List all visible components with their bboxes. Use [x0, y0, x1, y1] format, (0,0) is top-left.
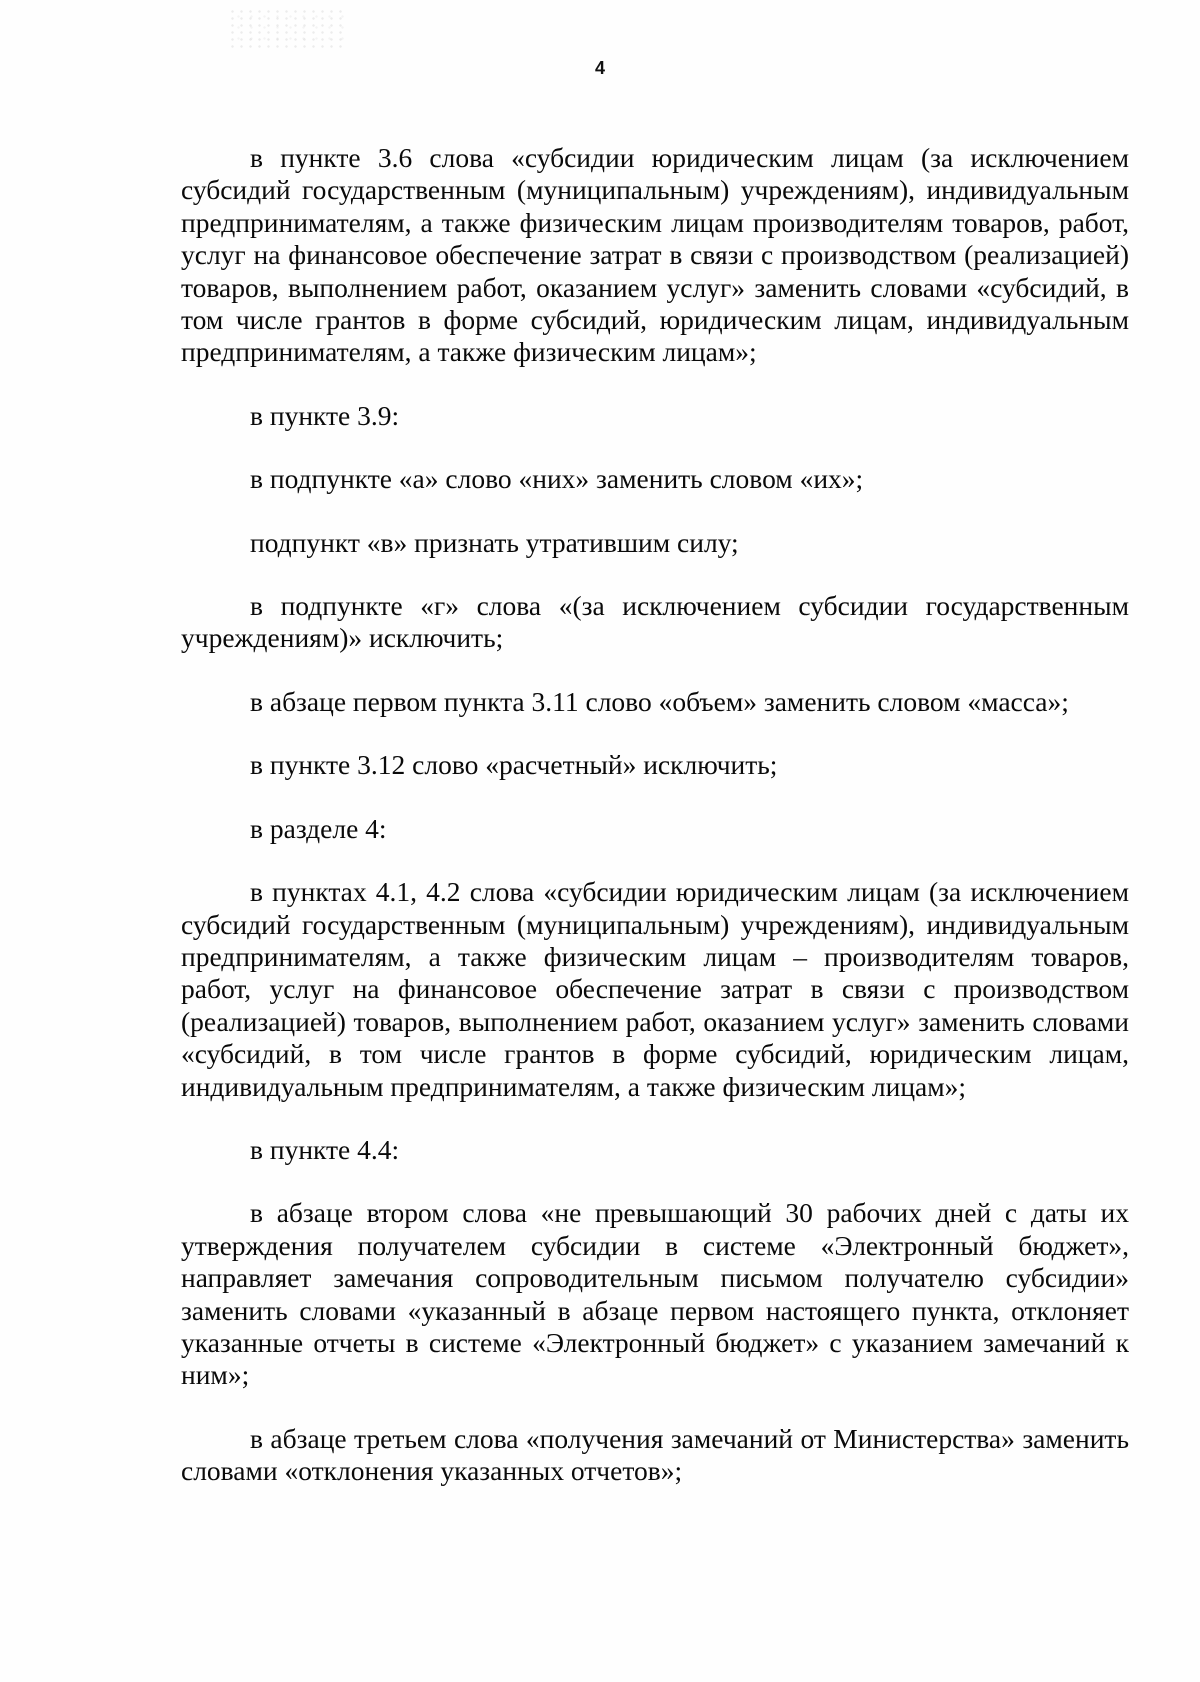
paragraph-subitem-g: в подпункте «г» слова «(за исключением субсидии государственным учреждениям)» исключить; [181, 590, 1129, 654]
page-number: 4 [594, 58, 605, 78]
paragraph-3-12: в пункте 3.12 слово «расчетный» исключить; [250, 749, 778, 781]
scan-artifact [228, 8, 348, 48]
paragraph-4-4-third: в абзаце третьем слова «получения замечаний от Министерства» заменить словами «отклонения указанных отчетов»; [181, 1422, 1129, 1487]
paragraph-subitem-a: в подпункте «а» слово «них» заменить словом «их»; [250, 463, 864, 495]
paragraph-section-4-heading: в разделе 4: [250, 812, 387, 844]
paragraph-4-4-second: в абзаце втором слова «не превышающий 30 рабочих дней с даты их утверждения получателем субсидии в системе «Электронный бюджет», направляет замечания сопроводительным письмом получателю субсидии» заменить словами «указанный в абзаце первом настоящего пункта, отклоняет указанные отчеты в системе «Электронный бюджет» с указанием замечаний к ним»; [181, 1197, 1129, 1391]
paragraph-3-11: в абзаце первом пункта 3.11 слово «объем» заменить словом «масса»; [250, 685, 1069, 717]
paragraph-4-1-4-2: в пунктах 4.1, 4.2 слова «субсидии юридическим лицам (за исключением субсидий государственным (муниципальным) учреждениям), индивидуальным предпринимателям, а также физическим лицам – производителям товаров, работ, услуг на финансовое обеспечение затрат в связи с производством (реализацией) товаров, выполнением работ, оказанием услуг» заменить словами «субсидий, в том числе грантов в форме субсидий, юридическим лицам, индивидуальным предпринимателям, а также физическим лицам»; [181, 876, 1129, 1102]
document-body [181, 142, 1129, 1488]
paragraph-3-9-heading: в пункте 3.9: [250, 399, 400, 431]
paragraph-subitem-v: подпункт «в» признать утратившим силу; [250, 526, 739, 558]
paragraph-4-4-heading: в пункте 4.4: [250, 1133, 400, 1165]
paragraph-3-6: в пункте 3.6 слова «субсидии юридическим лицам (за исключением субсидий государственным (муниципальным) учреждениям), индивидуальным предпринимателям, а также физическим лицам производителям товаров, работ, услуг на финансовое обеспечение затрат в связи с производством (реализацией) товаров, выполнением работ, оказанием услуг» заменить словами «субсидий, в том числе грантов в форме субсидий, юридическим лицам, индивидуальным предпринимателям, а также физическим лицам»; [181, 142, 1129, 368]
